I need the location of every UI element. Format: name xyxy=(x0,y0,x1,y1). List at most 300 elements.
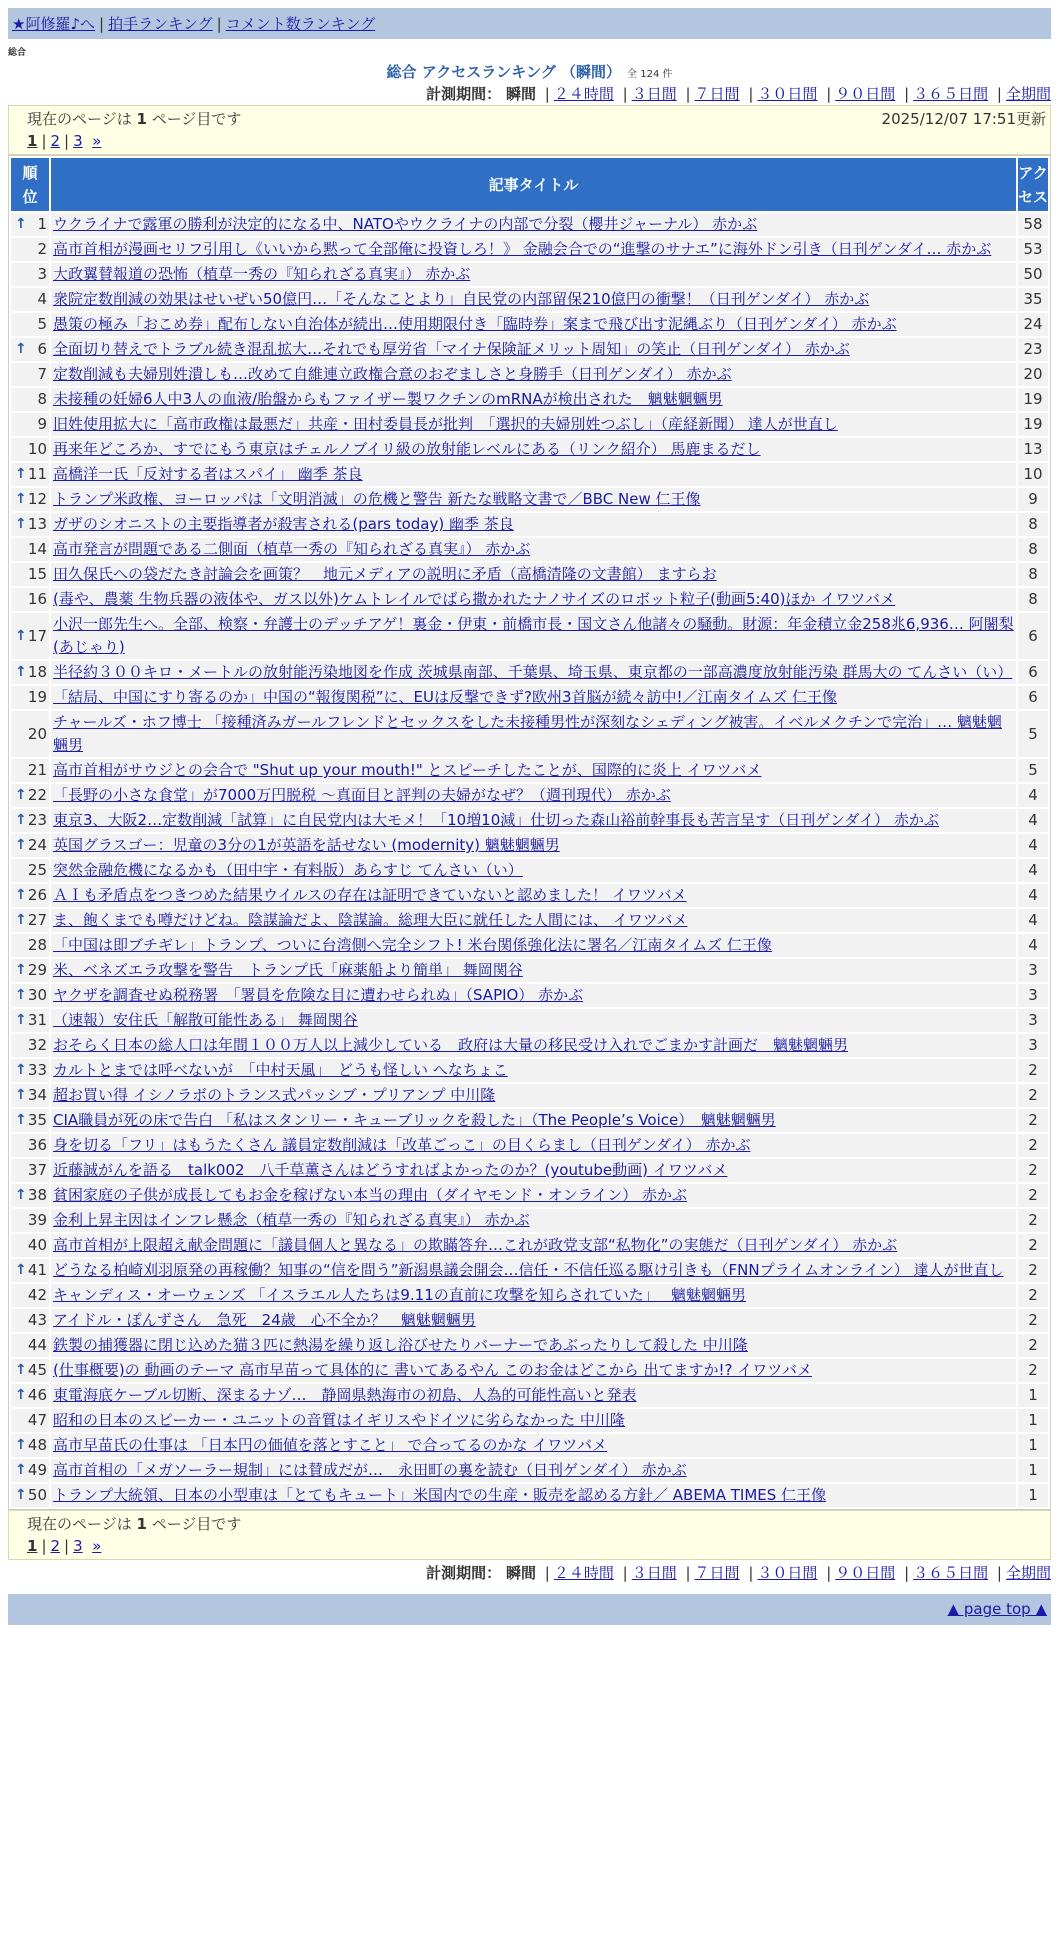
period-label: 計測期間： xyxy=(426,1564,502,1582)
access-count: 4 xyxy=(1018,784,1048,807)
title-cell xyxy=(51,263,1016,286)
access-count: 23 xyxy=(1018,338,1048,361)
article-link[interactable]: 身を切る「フリ」はもうたくさん 議員定数削減は「改革ごっこ」の目くらまし（日刊ゲンダイ） 赤かぶ xyxy=(53,1136,751,1154)
period-link-90d[interactable]: ９０日間 xyxy=(835,85,896,103)
article-link[interactable]: 全面切り替えでトラブル続き混乱拡大…それでも厚労省「マイナ保険証メリット周知」の笑止（日刊ゲンダイ） 赤かぶ xyxy=(53,340,850,358)
pager-next[interactable]: » xyxy=(92,1537,102,1555)
rank-up-arrow-icon: ↑ xyxy=(15,516,27,532)
rank-number: 42 xyxy=(27,1286,47,1304)
rank-number: 12 xyxy=(27,490,47,508)
rank-number: 16 xyxy=(27,590,47,608)
article-link[interactable]: 突然金融危機になるかも（田中宇・有料版）あらすじ てんさい（い） xyxy=(53,861,523,879)
rank-cell xyxy=(11,959,49,982)
article-link[interactable]: 高市首相が漫画セリフ引用し《いいから黙って全部俺に投資しろ！》 金融会合での“進撃のサナエ”に海外ドン引き（日刊ゲンダイ… 赤かぶ xyxy=(53,240,992,258)
ranking-header xyxy=(8,61,1051,83)
rank-cell xyxy=(11,1434,49,1457)
access-count: 4 xyxy=(1018,859,1048,882)
rank-up-arrow-icon: ↑ xyxy=(15,1387,27,1403)
rank-cell xyxy=(11,1134,49,1157)
rank-cell xyxy=(11,238,49,261)
rank-number: 14 xyxy=(27,540,47,558)
table-row xyxy=(11,588,1048,611)
rank-cell xyxy=(11,1234,49,1257)
title-cell xyxy=(51,1059,1016,1082)
article-link[interactable]: 高橋洋一氏「反対する者はスパイ」 幽季 茶良 xyxy=(53,465,363,483)
rank-number: 44 xyxy=(27,1336,47,1354)
article-link[interactable]: 高市首相が上限超え献金問題に「議員個人と異なる」の欺瞞答弁…これが政党支部“私物化”の実態だ（日刊ゲンダイ） 赤かぶ xyxy=(53,1236,898,1254)
article-link[interactable]: 衆院定数削減の効果はせいぜい50億円…「そんなことより」自民党の内部留保210億円の衝撃！（日刊ゲンダイ） 赤かぶ xyxy=(53,290,870,308)
article-link[interactable]: トランプ大統領、日本の小型車は「とてもキュート」米国内での生産・販売を認める方針／ ABEMA TIMES 仁王像 xyxy=(53,1486,827,1504)
pager-page-2[interactable]: 2 xyxy=(50,1537,61,1555)
table-row xyxy=(11,1159,1048,1182)
rank-cell xyxy=(11,784,49,807)
rank-number: 41 xyxy=(27,1261,47,1279)
rank-number: 5 xyxy=(37,315,47,333)
period-link-3d[interactable]: ３日間 xyxy=(631,1564,677,1582)
rank-up-arrow-icon: ↑ xyxy=(15,1362,27,1378)
rank-cell xyxy=(11,563,49,586)
rank-cell xyxy=(11,934,49,957)
title-cell xyxy=(51,1034,1016,1057)
rank-cell xyxy=(11,538,49,561)
period-link-365d[interactable]: ３６５日間 xyxy=(913,85,989,103)
access-count: 8 xyxy=(1018,538,1048,561)
title-cell xyxy=(51,711,1016,757)
article-link[interactable]: 「結局、中国にすり寄るのか」中国の“報復関税”に、EUは反撃できず?欧州3首脳が続々訪中!／江南タイムズ 仁王像 xyxy=(53,688,837,706)
title-cell xyxy=(51,1409,1016,1432)
access-count: 24 xyxy=(1018,313,1048,336)
article-link[interactable]: ま、飽くまでも噂だけどね。陰謀論だよ、陰謀論。総理大臣に就任した人間には、 イワツバメ xyxy=(53,911,688,929)
table-row xyxy=(11,1134,1048,1157)
title-cell xyxy=(51,934,1016,957)
rank-number: 39 xyxy=(27,1211,47,1229)
article-link[interactable]: 「長野の小さな食堂」が7000万円脱税 ～真面目と評判の夫婦がなぜ？（週刊現代） 赤かぶ xyxy=(53,786,671,804)
table-row xyxy=(11,1109,1048,1132)
article-link[interactable]: キャンディス・オーウェンズ 「イスラエル人たちは9.11の直前に攻撃を知らされていた」 魑魅魍魎男 xyxy=(53,1286,747,1304)
article-link[interactable]: 半径約３００キロ・メートルの放射能汚染地図を作成 茨城県南部、千葉県、埼玉県、東京都の一部高濃度放射能汚染 群馬大の てんさい（い） xyxy=(53,663,1013,681)
rank-cell xyxy=(11,463,49,486)
rank-cell xyxy=(11,438,49,461)
article-link[interactable]: 東電海底ケーブル切断、深まるナゾ… 静岡県熱海市の初島、人為的可能性高いと発表 xyxy=(53,1386,637,1404)
rank-up-arrow-icon: ↑ xyxy=(15,1087,27,1103)
table-row xyxy=(11,438,1048,461)
title-cell xyxy=(51,288,1016,311)
article-link[interactable]: チャールズ・ホフ博士 「接種済みガールフレンドとセックスをした未接種男性が深刻なシェディング被害。イベルメクチンで完治」… 魑魅魍魎男 xyxy=(53,713,1002,754)
article-link[interactable]: 超お買い得 イシノラボのトランス式パッシブ・プリアンプ 中川隆 xyxy=(53,1086,496,1104)
table-row xyxy=(11,884,1048,907)
rank-up-arrow-icon: ↑ xyxy=(15,627,27,644)
table-row xyxy=(11,959,1048,982)
rank-cell xyxy=(11,1259,49,1282)
access-count: 2 xyxy=(1018,1184,1048,1207)
title-cell xyxy=(51,1459,1016,1482)
rank-number: 23 xyxy=(27,811,47,829)
title-cell xyxy=(51,784,1016,807)
title-cell xyxy=(51,1184,1016,1207)
rank-cell xyxy=(11,513,49,536)
period-link-7d[interactable]: ７日間 xyxy=(694,1564,740,1582)
rank-cell xyxy=(11,686,49,709)
article-link[interactable]: 高市早苗氏の仕事は 「日本円の価値を落とすこと」 で合ってるのかな イワツバメ xyxy=(53,1436,608,1454)
rank-cell xyxy=(11,488,49,511)
table-row xyxy=(11,488,1048,511)
rank-number: 34 xyxy=(27,1086,47,1104)
rank-number: 27 xyxy=(27,911,47,929)
footer-bar xyxy=(8,1594,1051,1625)
period-link-all[interactable]: 全期間 xyxy=(1005,85,1051,103)
pager-page-3[interactable]: 3 xyxy=(73,1537,83,1555)
access-count: 4 xyxy=(1018,909,1048,932)
table-row xyxy=(11,759,1048,782)
rank-number: 11 xyxy=(27,465,47,483)
article-link[interactable]: ＡＩも矛盾点をつきつめた結果ウイルスの存在は証明できていないと認めました！ イワツバメ xyxy=(53,886,687,904)
article-link[interactable]: CIA職員が死の床で告白 「私はスタンリー・キューブリックを殺した」（The People’s Voice） 魑魅魍魎男 xyxy=(53,1111,776,1129)
table-row xyxy=(11,661,1048,684)
article-link[interactable]: ガザのシオニストの主要指導者が殺害される(pars today) 幽季 茶良 xyxy=(53,515,514,533)
period-link-all[interactable]: 全期間 xyxy=(1005,1564,1051,1582)
ranking-body xyxy=(11,213,1048,1507)
pager-top: 1 | 2 | 3 » xyxy=(27,132,102,150)
table-row xyxy=(11,1459,1048,1482)
rank-cell xyxy=(11,363,49,386)
article-link[interactable]: （速報）安住氏「解散可能性ある」 舞岡関谷 xyxy=(53,1011,358,1029)
access-count: 8 xyxy=(1018,513,1048,536)
rank-number: 50 xyxy=(27,1486,47,1504)
article-link[interactable]: 再来年どころか、すでにもう東京はチェルノブイリ級の放射能レベルにある（リンク紹介） 馬鹿まるだし xyxy=(53,440,761,458)
period-link-365d[interactable]: ３６５日間 xyxy=(913,1564,989,1582)
title-cell xyxy=(51,1134,1016,1157)
count-header: アク セス xyxy=(1018,158,1048,211)
rank-cell xyxy=(11,1034,49,1057)
article-link[interactable]: 大政翼賛報道の恐怖（植草一秀の『知られざる真実』） 赤かぶ xyxy=(53,265,471,283)
rank-up-arrow-icon: ↑ xyxy=(15,1062,27,1078)
rank-up-arrow-icon: ↑ xyxy=(15,664,27,680)
rank-cell xyxy=(11,661,49,684)
rank-cell xyxy=(11,1109,49,1132)
rank-cell xyxy=(11,711,49,757)
table-row xyxy=(11,1384,1048,1407)
period-link-24h[interactable]: ２４時間 xyxy=(553,85,614,103)
table-row xyxy=(11,1009,1048,1032)
article-link[interactable]: 定数削減も夫婦別姓潰しも…改めて自維連立政権合意のおぞましさと身勝手（日刊ゲンダイ） 赤かぶ xyxy=(53,365,732,383)
title-cell xyxy=(51,538,1016,561)
article-link[interactable]: ヤクザを調査せぬ税務署 「署員を危険な目に遭わせられぬ」（SAPIO） 赤かぶ xyxy=(53,986,584,1004)
page-title: 総合 アクセスランキング （瞬間） xyxy=(386,63,622,81)
table-row xyxy=(11,1409,1048,1432)
pager-page-2[interactable]: 2 xyxy=(50,132,61,150)
article-link[interactable]: 愚策の極み「おこめ券」配布しない自治体が続出…使用期限付き「臨時券」案まで飛び出す泥縄ぶり（日刊ゲンダイ） 赤かぶ xyxy=(53,315,897,333)
rank-up-arrow-icon: ↑ xyxy=(15,466,27,482)
access-count: 50 xyxy=(1018,263,1048,286)
rank-cell xyxy=(11,1384,49,1407)
access-count: 4 xyxy=(1018,934,1048,957)
rank-number: 1 xyxy=(37,215,47,233)
access-count: 3 xyxy=(1018,1034,1048,1057)
rank-number: 29 xyxy=(27,961,47,979)
access-count: 6 xyxy=(1018,686,1048,709)
table-row xyxy=(11,613,1048,659)
access-count: 1 xyxy=(1018,1409,1048,1432)
article-link[interactable]: 近藤誠がんを語る talk002 八千草薫さんはどうすればよかったのか？(youtube動画) イワツバメ xyxy=(53,1161,728,1179)
nav-separator: | xyxy=(216,15,222,33)
title-cell xyxy=(51,1234,1016,1257)
period-link-30d[interactable]: ３０日間 xyxy=(757,1564,818,1582)
pager-current-page: 1 xyxy=(27,1537,38,1555)
article-link[interactable]: どうなる柏崎刈羽原発の再稼働？知事の“信を問う”新潟県議会開会…信任・不信任巡る駆け引きも（FNNプライムオンライン） 達人が世直し xyxy=(53,1261,1004,1279)
rank-up-arrow-icon: ↑ xyxy=(15,1462,27,1478)
rank-number: 15 xyxy=(27,565,47,583)
pager-page-3[interactable]: 3 xyxy=(73,132,83,150)
article-link[interactable]: 金利上昇主因はインフレ懸念（植草一秀の『知られざる真実』） 赤かぶ xyxy=(53,1211,530,1229)
rank-cell xyxy=(11,1409,49,1432)
rank-number: 8 xyxy=(37,390,47,408)
table-row xyxy=(11,686,1048,709)
access-count: 2 xyxy=(1018,1334,1048,1357)
period-link-90d[interactable]: ９０日間 xyxy=(835,1564,896,1582)
title-cell xyxy=(51,1434,1016,1457)
table-row xyxy=(11,238,1048,261)
access-count: 2 xyxy=(1018,1059,1048,1082)
access-count: 53 xyxy=(1018,238,1048,261)
rank-cell xyxy=(11,313,49,336)
rank-cell xyxy=(11,1009,49,1032)
title-cell xyxy=(51,363,1016,386)
article-link[interactable]: カルトとまでは呼べないが 「中村天風」 どうも怪しい へなちょこ xyxy=(53,1061,508,1079)
article-link[interactable]: 小沢一郎先生へ。全部、検察・弁護士のデッチアゲ！裏金・伊東・前橋市長・国文さん他諸々の騒動。財源：年金積立金258兆6,936… 阿闍梨(あじゃり) xyxy=(53,615,1014,656)
article-link[interactable]: 「中国は即ブチギレ」トランプ、ついに台湾側へ完全シフト! 米台関係強化法に署名／江南タイムズ 仁王像 xyxy=(53,936,772,954)
article-link[interactable]: 高市発言が問題である二側面（植草一秀の『知られざる真実』） 赤かぶ xyxy=(53,540,531,558)
title-cell xyxy=(51,613,1016,659)
title-cell xyxy=(51,213,1016,236)
access-count: 4 xyxy=(1018,809,1048,832)
period-link-30d[interactable]: ３０日間 xyxy=(757,85,818,103)
ranking-table xyxy=(8,155,1051,1510)
rank-up-arrow-icon: ↑ xyxy=(15,962,27,978)
rank-cell xyxy=(11,1084,49,1107)
article-link[interactable]: 東京3、大阪2…定数削減「試算」に自民党内は大モメ！「10増10減」仕切った森山裕前幹事長も苦言呈す（日刊ゲンダイ） 赤かぶ xyxy=(53,811,939,829)
title-cell xyxy=(51,1359,1016,1382)
article-link[interactable]: 高市首相の「メガソーラー規制」には賛成だが… 永田町の裏を読む（日刊ゲンダイ） 赤かぶ xyxy=(53,1461,687,1479)
title-cell xyxy=(51,1384,1016,1407)
title-cell xyxy=(51,588,1016,611)
rank-number: 19 xyxy=(27,688,47,706)
rank-number: 43 xyxy=(27,1311,47,1329)
access-count: 3 xyxy=(1018,984,1048,1007)
table-row xyxy=(11,213,1048,236)
access-count: 4 xyxy=(1018,884,1048,907)
article-link[interactable]: 鉄製の捕獲器に閉じ込めた猫３匹に熱湯を繰り返し浴びせたりバーナーであぶったりして殺した 中川隆 xyxy=(53,1336,748,1354)
rank-cell xyxy=(11,884,49,907)
article-link[interactable]: アイドル・ぽんずさん 急死 24歳 心不全か？ 魑魅魍魎男 xyxy=(53,1311,476,1329)
table-row xyxy=(11,834,1048,857)
rank-number: 46 xyxy=(27,1386,47,1404)
rank-up-arrow-icon: ↑ xyxy=(15,341,27,357)
table-row xyxy=(11,288,1048,311)
rank-number: 17 xyxy=(27,626,47,645)
title-cell xyxy=(51,959,1016,982)
rank-cell xyxy=(11,613,49,659)
rank-cell xyxy=(11,909,49,932)
category-label: 総合 xyxy=(8,48,27,58)
rank-up-arrow-icon: ↑ xyxy=(15,216,27,232)
access-count: 2 xyxy=(1018,1309,1048,1332)
period-link-3d[interactable]: ３日間 xyxy=(631,85,677,103)
rank-number: 2 xyxy=(37,240,47,258)
page-top-link[interactable]: ▲ page top ▲ xyxy=(947,1600,1047,1618)
rank-up-arrow-icon: ↑ xyxy=(15,1437,27,1453)
rank-up-arrow-icon: ↑ xyxy=(15,987,27,1003)
access-count: 19 xyxy=(1018,413,1048,436)
access-count: 5 xyxy=(1018,759,1048,782)
rank-cell xyxy=(11,263,49,286)
rank-cell xyxy=(11,1209,49,1232)
access-count: 4 xyxy=(1018,834,1048,857)
rank-number: 33 xyxy=(27,1061,47,1079)
rank-number: 31 xyxy=(27,1011,47,1029)
access-count: 1 xyxy=(1018,1459,1048,1482)
table-row xyxy=(11,934,1048,957)
rank-number: 7 xyxy=(37,365,47,383)
table-row xyxy=(11,1484,1048,1507)
period-current: 瞬間 xyxy=(505,1564,536,1582)
title-cell xyxy=(51,1334,1016,1357)
table-row xyxy=(11,1034,1048,1057)
rank-number: 20 xyxy=(27,724,47,743)
rank-cell xyxy=(11,1359,49,1382)
rank-number: 4 xyxy=(37,290,47,308)
access-count: 1 xyxy=(1018,1384,1048,1407)
access-count: 8 xyxy=(1018,588,1048,611)
rank-cell xyxy=(11,213,49,236)
article-link[interactable]: おそらく日本の総人口は年間１００万人以上減少している 政府は大量の移民受け入れでごまかす計画だ 魑魅魍魎男 xyxy=(53,1036,849,1054)
pager-current-page: 1 xyxy=(27,132,38,150)
status-panel-top xyxy=(8,105,1051,155)
table-row xyxy=(11,1334,1048,1357)
rank-number: 22 xyxy=(27,786,47,804)
title-cell xyxy=(51,859,1016,882)
rank-cell xyxy=(11,1184,49,1207)
clap-ranking-link[interactable]: 拍手ランキング xyxy=(108,15,213,33)
title-cell xyxy=(51,313,1016,336)
rank-cell xyxy=(11,388,49,411)
rank-number: 35 xyxy=(27,1111,47,1129)
table-row xyxy=(11,809,1048,832)
rank-number: 25 xyxy=(27,861,47,879)
rank-number: 28 xyxy=(27,936,47,954)
title-cell xyxy=(51,338,1016,361)
rank-cell xyxy=(11,984,49,1007)
access-count: 2 xyxy=(1018,1284,1048,1307)
table-row xyxy=(11,1209,1048,1232)
rank-cell xyxy=(11,1484,49,1507)
rank-cell xyxy=(11,1334,49,1357)
rank-number: 21 xyxy=(27,761,47,779)
rank-number: 26 xyxy=(27,886,47,904)
period-link-7d[interactable]: ７日間 xyxy=(694,85,740,103)
title-cell xyxy=(51,686,1016,709)
article-link[interactable]: ウクライナで露軍の勝利が決定的になる中、NATOやウクライナの内部で分裂（櫻井ジャーナル） 赤かぶ xyxy=(53,215,758,233)
top-nav-bar xyxy=(8,8,1051,39)
title-cell xyxy=(51,1109,1016,1132)
table-row xyxy=(11,784,1048,807)
rank-number: 13 xyxy=(27,515,47,533)
title-cell xyxy=(51,1159,1016,1182)
title-cell xyxy=(51,413,1016,436)
article-link[interactable]: (毒や、農薬 生物兵器の液体や、ガス以外)ケムトレイルでばら撒かれたナノサイズのロボット粒子(動画5:40)ほか イワツバメ xyxy=(53,590,895,608)
article-link[interactable]: (仕事概要)の 動画のテーマ 高市早苗って具体的に 書いてあるやん このお金はどこから 出てますか!? イワツバメ xyxy=(53,1361,812,1379)
access-count: 3 xyxy=(1018,1009,1048,1032)
table-row xyxy=(11,263,1048,286)
title-header: 記事タイトル xyxy=(51,158,1016,211)
rank-number: 48 xyxy=(27,1436,47,1454)
title-cell xyxy=(51,909,1016,932)
updated-time: 2025/12/07 17:51更新 xyxy=(881,110,1046,128)
access-count: 2 xyxy=(1018,1109,1048,1132)
table-row xyxy=(11,1184,1048,1207)
rank-number: 18 xyxy=(27,663,47,681)
article-link[interactable]: 昭和の日本のスピーカー・ユニットの音質はイギリスやドイツに劣らなかった 中川隆 xyxy=(53,1411,625,1429)
rank-up-arrow-icon: ↑ xyxy=(15,837,27,853)
rank-number: 36 xyxy=(27,1136,47,1154)
title-cell xyxy=(51,1209,1016,1232)
article-link[interactable]: 旧姓使用拡大に「高市政権は最悪だ」共産・田村委員長が批判 「選択的夫婦別姓つぶし」（産経新聞） 達人が世直し xyxy=(53,415,838,433)
table-row xyxy=(11,313,1048,336)
table-header-row xyxy=(11,158,1048,211)
access-count: 35 xyxy=(1018,288,1048,311)
period-selector: 計測期間： 瞬間 | ２４時間 | ３日間 | ７日間 | ３０日間 | ９０日間 | ３６５日間 | 全期間 xyxy=(426,85,1051,103)
rank-number: 49 xyxy=(27,1461,47,1479)
rank-cell xyxy=(11,809,49,832)
table-row xyxy=(11,711,1048,757)
article-link[interactable]: 米、ベネズエラ攻撃を警告 トランプ氏「麻薬船より簡単」 舞岡関谷 xyxy=(53,961,523,979)
article-link[interactable]: トランプ米政権、ヨーロッパは「文明消滅」の危機と警告 新たな戦略文書で／BBC New 仁王像 xyxy=(53,490,701,508)
rank-cell xyxy=(11,1284,49,1307)
table-row xyxy=(11,909,1048,932)
article-link[interactable]: 未接種の妊婦6人中3人の血液/胎盤からもファイザー製ワクチンのmRNAが検出された 魑魅魍魎男 xyxy=(53,390,723,408)
rank-number: 45 xyxy=(27,1361,47,1379)
rank-number: 30 xyxy=(27,986,47,1004)
home-link[interactable]: ★阿修羅♪へ xyxy=(12,15,96,33)
article-link[interactable]: 英国グラスゴー：児童の3分の1が英語を話せない (modernity) 魑魅魍魎男 xyxy=(53,836,560,854)
title-cell xyxy=(51,238,1016,261)
pager-next[interactable]: » xyxy=(92,132,102,150)
access-count: 8 xyxy=(1018,563,1048,586)
title-cell xyxy=(51,513,1016,536)
table-row xyxy=(11,1434,1048,1457)
period-link-24h[interactable]: ２４時間 xyxy=(553,1564,614,1582)
rank-number: 3 xyxy=(37,265,47,283)
table-row xyxy=(11,1359,1048,1382)
table-row xyxy=(11,363,1048,386)
article-link[interactable]: 高市首相がサウジとの会合で "Shut up your mouth!" とスピーチしたことが、国際的に炎上 イワツバメ xyxy=(53,761,762,779)
access-count: 19 xyxy=(1018,388,1048,411)
rank-header: 順 位 xyxy=(11,158,49,211)
article-link[interactable]: 田久保氏への袋だたき討論会を画策？ 地元メディアの説明に矛盾（高橋清隆の文書館） ますらお xyxy=(53,565,717,583)
access-count: 10 xyxy=(1018,463,1048,486)
title-cell xyxy=(51,1259,1016,1282)
status-panel-bottom xyxy=(8,1510,1051,1560)
rank-number: 32 xyxy=(27,1036,47,1054)
table-row xyxy=(11,513,1048,536)
access-count: 1 xyxy=(1018,1434,1048,1457)
table-row xyxy=(11,413,1048,436)
table-row xyxy=(11,1284,1048,1307)
access-count: 1 xyxy=(1018,1484,1048,1507)
comment-ranking-link[interactable]: コメント数ランキング xyxy=(225,15,376,33)
pager-bottom: 1 | 2 | 3 » xyxy=(27,1537,102,1555)
rank-up-arrow-icon: ↑ xyxy=(15,1187,27,1203)
article-link[interactable]: 貧困家庭の子供が成長してもお金を稼げない本当の理由（ダイヤモンド・オンライン） 赤かぶ xyxy=(53,1186,688,1204)
